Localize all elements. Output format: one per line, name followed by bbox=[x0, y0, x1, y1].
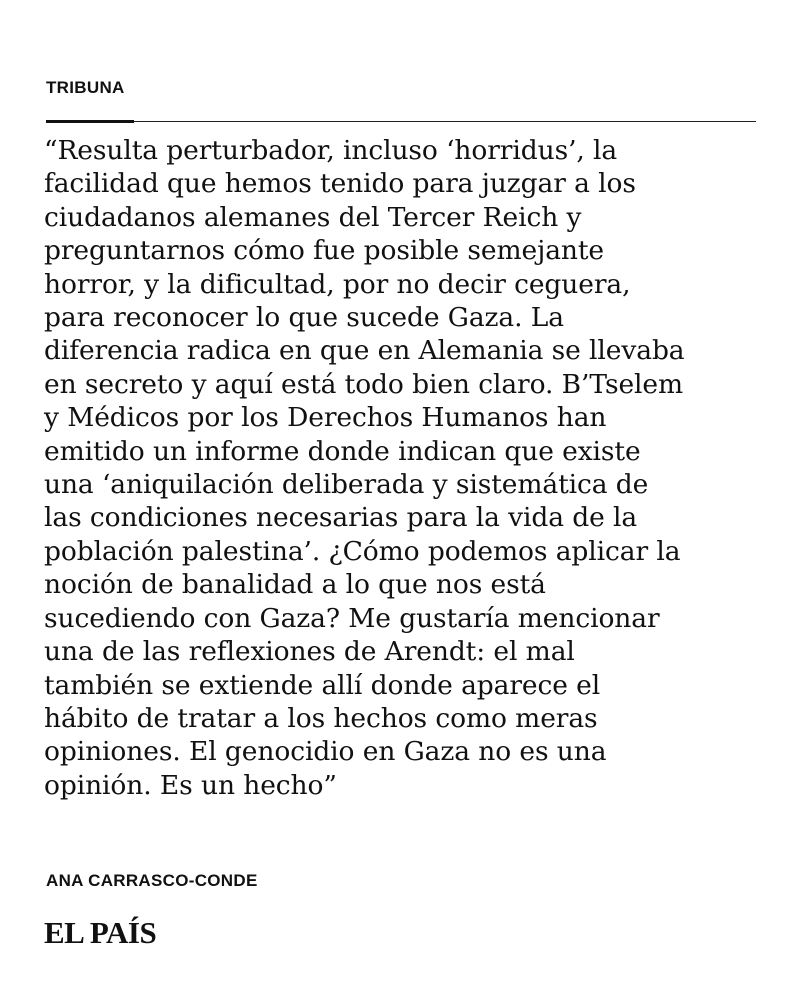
quote-line: las condiciones necesarias para la vida de la bbox=[44, 502, 638, 534]
quote-line: sucediendo con Gaza? Me gustaría mencionar bbox=[44, 602, 660, 634]
quote-line: opinión. Es un hecho” bbox=[44, 769, 337, 801]
quote-line: en secreto y aquí está todo bien claro. B’Tselem bbox=[44, 368, 684, 400]
quote-line: una ‘aniquilación deliberada y sistemática de bbox=[44, 469, 649, 501]
quote-line: horror, y la dificultad, por no decir ceguera, bbox=[44, 268, 631, 300]
quote-line: población palestina’. ¿Cómo podemos aplicar la bbox=[44, 535, 681, 567]
quote-line: opiniones. El genocidio en Gaza no es una bbox=[44, 736, 607, 768]
author-name: ANA CARRASCO-CONDE bbox=[46, 871, 258, 890]
section-divider bbox=[46, 121, 756, 122]
quote-line: una de las reflexiones de Arendt: el mal bbox=[44, 636, 575, 668]
quote-line: facilidad que hemos tenido para juzgar a los bbox=[44, 168, 636, 200]
quote-line: preguntarnos cómo fue posible semejante bbox=[44, 235, 605, 267]
section-label: TRIBUNA bbox=[46, 78, 125, 97]
quote-line: también se extiende allí donde aparece el bbox=[44, 669, 601, 701]
quote-line: hábito de tratar a los hechos como meras bbox=[44, 702, 598, 734]
quote-line: y Médicos por los Derechos Humanos han bbox=[44, 402, 607, 434]
section-divider-accent bbox=[46, 120, 134, 123]
quote-line: “Resulta perturbador, incluso ‘horridus’, la bbox=[44, 135, 618, 166]
quote-line: emitido un informe donde indican que existe bbox=[44, 435, 641, 467]
el-pais-logo: EL PAÍS bbox=[44, 915, 157, 950]
quote-line: diferencia radica en que en Alemania se llevaba bbox=[44, 335, 685, 367]
quote-line: ciudadanos alemanes del Tercer Reich y bbox=[44, 201, 582, 233]
quote-text bbox=[44, 134, 774, 802]
quote-line: para reconocer lo que sucede Gaza. La bbox=[44, 302, 564, 334]
quote-line: noción de banalidad a lo que nos está bbox=[44, 569, 546, 601]
